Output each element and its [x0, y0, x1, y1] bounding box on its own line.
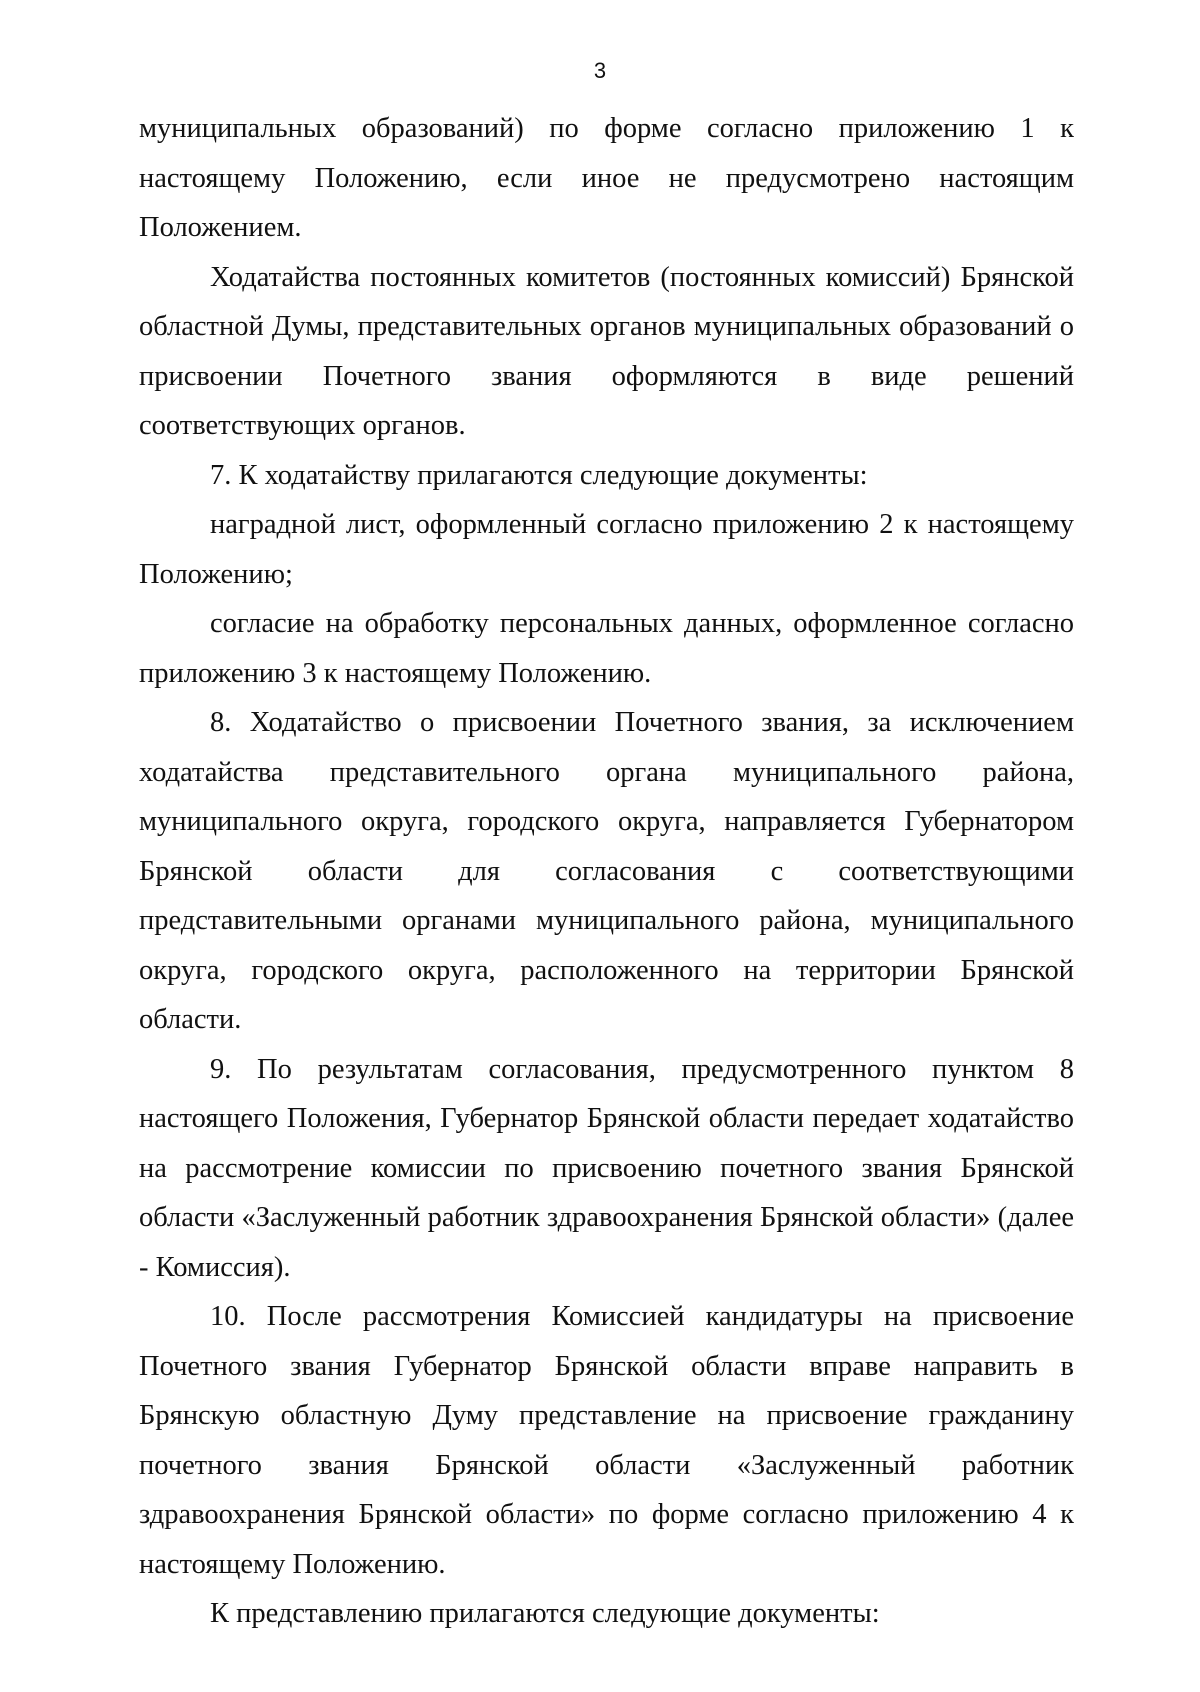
paragraph-item-9: 9. По результатам согласования, предусмотренного пунктом 8 настоящего Положения, Губернатор Брянской области передает ходатайство на рассмотрение комиссии по присвоению почетного звания Брянской области «Заслуженный работник здравоохранения Брянской области» (далее - Комиссия). [139, 1053, 1074, 1283]
document-body [139, 104, 1074, 1639]
paragraph-personal-data-consent: согласие на обработку персональных данных, оформленное согласно приложению 3 к настоящему Положению. [139, 608, 1074, 689]
paragraph-petitions-committees: Ходатайства постоянных комитетов (постоянных комиссий) Брянской областной Думы, представительных органов муниципальных образований о присвоении Почетного звания оформляются в виде решений соответствующих органов. [139, 261, 1074, 441]
paragraph-item-7: 7. К ходатайству прилагаются следующие документы: [210, 459, 868, 491]
paragraph-representation-documents: К представлению прилагаются следующие документы: [210, 1598, 880, 1629]
page-number: 3 [593, 58, 607, 83]
paragraph-continuation: муниципальных образований) по форме согласно приложению 1 к настоящему Положению, если иное не предусмотрено настоящим Положением. [139, 113, 1074, 243]
paragraph-item-10: 10. После рассмотрения Комиссией кандидатуры на присвоение Почетного звания Губернатор Брянской области вправе направить в Брянскую областную Думу представление на присвоение гражданину почетного звания Брянской области «Заслуженный работник здравоохранения Брянской области» по форме согласно приложению 4 к настоящему Положению. [139, 1301, 1074, 1580]
paragraph-award-sheet: наградной лист, оформленный согласно приложению 2 к настоящему Положению; [139, 509, 1074, 590]
paragraph-item-8: 8. Ходатайство о присвоении Почетного звания, за исключением ходатайства представительного органа муниципального района, муниципального округа, городского округа, направляется Губернатором Брянской области для согласования с соответствующими представительными органами муниципального района, муниципального округа, городского округа, расположенного на территории Брянской области. [139, 707, 1074, 1035]
